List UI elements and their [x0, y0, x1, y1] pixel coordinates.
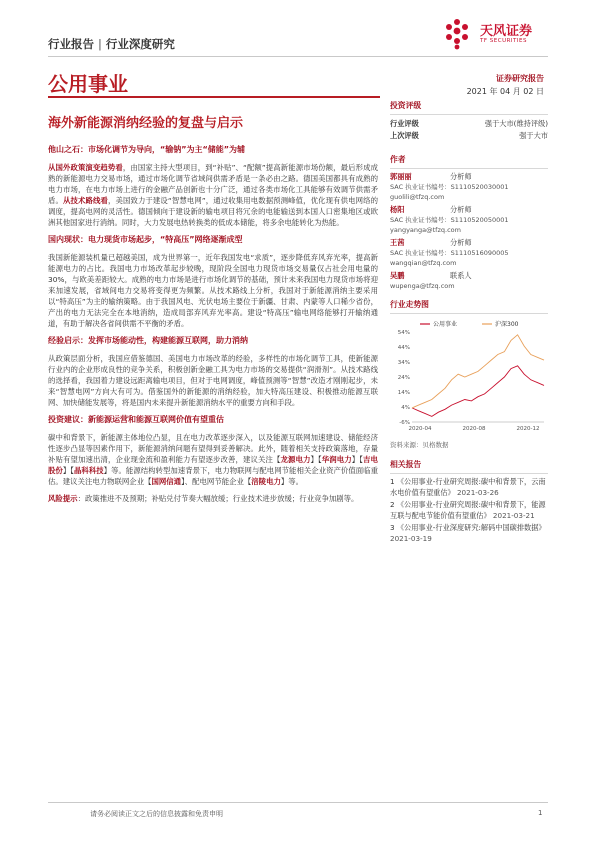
author-email[interactable]: guolili@tfzq.com [390, 193, 445, 201]
y-tick-label: 24% [397, 375, 410, 381]
y-tick-label: 4% [401, 405, 410, 411]
author-cert: SAC 执业证书编号：S1110520050001 [390, 216, 509, 224]
title-rule [48, 96, 380, 98]
paragraph-text: 】【 [310, 455, 322, 464]
company-logo [440, 16, 550, 50]
author-list [390, 172, 548, 291]
related-report[interactable] [390, 523, 548, 544]
emphasis-text: 晶科科技 [73, 466, 104, 475]
trend-chart-svg [390, 318, 548, 438]
authors-header: 作者 [390, 154, 548, 169]
related-report-title: 1 《公用事业-行业研究周报:碳中和背景下，云南水电价值有望重估》 [390, 477, 546, 497]
author-entry [390, 271, 548, 291]
page-number: 1 [538, 809, 543, 817]
paragraph-text: 】等。 [280, 477, 304, 486]
body-paragraph [48, 162, 378, 228]
body-paragraph [48, 432, 378, 487]
rating-row [390, 118, 548, 130]
author-cert: SAC 执业证书编号：S1110520030001 [390, 183, 509, 191]
author-role: 联系人 [450, 271, 472, 280]
header-divider [48, 56, 548, 57]
report-title: 海外新能源消纳经验的复盘与启示 [48, 116, 244, 131]
body-flow [48, 162, 378, 504]
sidebar [390, 100, 548, 546]
breadcrumb-category[interactable]: 行业报告 [48, 37, 94, 51]
related-report-title: 3 《公用事业-行业深度研究:解码中国碳排数据》 [390, 523, 546, 532]
paragraph-text: 】等。能源结构转型加速背景下，电力物联网与配电网节能相关企业资产价值面临重估。建议关注电力物联网企业【 [48, 466, 378, 486]
emphasis-text: 华润电力 [321, 455, 352, 464]
author-name: 王茜 [390, 238, 405, 247]
y-tick-label: 54% [397, 330, 410, 336]
emphasis-text: 风险提示 [48, 494, 78, 503]
logo-en: TF SECURITIES [480, 38, 527, 44]
rating-label: 行业评级 [390, 119, 419, 128]
paragraph-text: ，美国致力于建设“智慧电网”，通过收集用电数据预测峰值，优化现有供电网络的调度，提高电网的灵活性。德国倾向于建设新的输电项目将冗余的电能输送到本国人口密集地区或欧洲其他国家进行消纳。同时，大力发展电热转换类的低成本储能，将多余电能转化为热能。 [48, 196, 378, 227]
paragraph-text: 】、配电网节能企业【 [181, 477, 252, 486]
author-name-row [390, 238, 548, 248]
author-role: 分析师 [450, 205, 472, 214]
report-type: 证券研究报告 [496, 74, 544, 83]
emphasis-text: 从技术路线看 [63, 196, 108, 205]
rating-header: 投资评级 [390, 100, 548, 115]
author-email[interactable]: yangyanga@tfzq.com [390, 226, 461, 234]
related-report-date: 2021-03-19 [390, 533, 432, 543]
related-report[interactable] [390, 500, 548, 521]
x-tick-label: 2020-12 [516, 426, 540, 432]
paragraph-text: 我国新能源装机量已超越美国，成为世界第一，近年我国发电“求质”，逐步降低弃风弃光率，提高新能源电力的占比。我国电力市场改革起步较晚，现阶段全国电力现货市场交易量仅占社会用电量的 30%，与欧美差距较大。成熟的电力市场是进行市场化调节的基础，预计未来我国电力现货市场将迎来加速发展，省域间电力交易将变得更为频繁。从技术路线上分析，我国对于新能源消纳主要采用以“特高压”为主的输纳策略。由于我国风电、光伏电场主要位于新疆、甘肃、内蒙等人口稀少省份，产出的电力无法完全在本地消纳，造成局部弃风弃光率高。建设“特高压”输电网络能够打开输纳通道，有助于解决各省间供需不平衡的矛盾。 [48, 253, 378, 328]
paragraph-text: 】【 [62, 466, 74, 475]
footer-disclaimer[interactable]: 请务必阅读正文之后的信息披露和免责申明 [90, 810, 223, 818]
trend-header: 行业走势图 [390, 299, 548, 314]
prev-rating-value: 强于大市 [519, 131, 548, 140]
breadcrumb-subcategory[interactable]: 行业深度研究 [105, 37, 175, 51]
author-email[interactable]: wangqian@tfzq.com [390, 259, 457, 267]
emphasis-text: 吉电股份 [48, 455, 378, 475]
related-report-title: 2 《公用事业-行业研究周报:碳中和背景下，能源互联与配电节能价值有望重估》 [390, 500, 546, 520]
paragraph-text: ：政策推进不及预期；补贴兑付节奏大幅放缓；行业技术进步放缓；行业竞争加剧等。 [77, 494, 359, 503]
chart-source: 资料来源：贝格数据 [390, 441, 449, 449]
breadcrumb [48, 36, 175, 52]
author-entry [390, 238, 548, 268]
emphasis-text: 国网信通 [151, 477, 182, 486]
section-heading: 国内现状：电力现货市场起步，“特高压”网络逐渐成型 [48, 235, 243, 244]
paragraph-text: 】【 [351, 455, 364, 464]
trend-chart [390, 318, 548, 438]
logo-mark-icon [440, 16, 474, 50]
author-name: 吴鹏 [390, 271, 405, 280]
main-content [48, 144, 378, 510]
body-paragraph [48, 353, 378, 408]
y-tick-label: -6% [399, 420, 410, 426]
author-name-row [390, 205, 548, 215]
y-tick-label: 44% [397, 345, 410, 351]
x-tick-label: 2020-04 [408, 426, 432, 432]
rating-value: 强于大市(维持评级) [484, 119, 548, 128]
paragraph-text: 碳中和背景下，新能源主体地位凸显，且在电力改革逐步深入，以及能源互联网加速建设、储能经济性逐步凸显等因素作用下，新能源消纳问题有望得到妥善解决。此外，随着相关支持政策落地，存量补贴有望加速出清，企业现金流和盈利能力有望逐步改善，建议关注【 [48, 433, 378, 464]
y-tick-label: 34% [397, 360, 410, 366]
related-list [390, 477, 548, 544]
author-name-row [390, 271, 548, 281]
author-role: 分析师 [450, 172, 472, 181]
author-name: 郭丽丽 [390, 172, 412, 181]
author-entry [390, 172, 548, 202]
emphasis-text: 涪陵电力 [251, 477, 281, 486]
section-heading: 经验启示：发挥市场能动性，构建能源互联网，助力消纳 [48, 336, 248, 345]
y-tick-label: 14% [397, 390, 410, 396]
body-paragraph [48, 252, 378, 329]
related-header: 相关报告 [390, 459, 548, 474]
subtitle: 他山之石：市场化调节为导向，“输钠”为主“储能”为辅 [48, 145, 246, 154]
emphasis-text: 龙源电力 [280, 455, 311, 464]
paragraph-text: 从政策层面分析，我国应借鉴德国、美国电力市场改革的经验，多样性的市场化调节工具，使新能源行业内的企业形成良性的竞争关系，积极创新金融工具为电力市场的交易提供“润滑剂”。从技术路线的选择看，我国着力建设远距离输电项目，但对于电网调度，峰值预测等“智慧”改造才刚刚起步，未来“智慧电网”方向大有可为。借鉴国外的新能源的消纳经验，加大特高压建设、积极推动能源互联网、加快储能发展等，将是国内未来提升新能源消纳水平的重要方向和手段。 [48, 354, 378, 407]
breadcrumb-separator: | [98, 37, 102, 51]
author-cert: SAC 执业证书编号：S1110516090005 [390, 249, 509, 257]
author-name: 杨阳 [390, 205, 405, 214]
author-name-row [390, 172, 548, 182]
author-role: 分析师 [450, 238, 472, 247]
prev-rating-label: 上次评级 [390, 131, 419, 140]
paragraph-text: ，由国家主持大型项目，到“补贴”、“配额”提高新能源市场份额，最后形成成熟的新能源电力交易市场，通过市场化调节省域间供需矛盾是一条必由之路。德国美国都具有成熟的电力市场，在电力市场上进行的金融产品创新也十分广泛，通过各类市场化工具能够有效调节供需矛盾。 [48, 163, 378, 205]
related-report-date: 2021-03-21 [490, 510, 535, 520]
section-heading: 投资建议：新能源运营和能源互联网价值有望重估 [48, 415, 224, 424]
series-line-0 [412, 366, 544, 417]
related-report-date: 2021-03-26 [454, 487, 499, 497]
legend-label-1: 沪深300 [495, 321, 519, 328]
emphasis-text: 从国外政策演变趋势看 [48, 163, 123, 172]
related-report[interactable] [390, 477, 548, 498]
industry-title: 公用事业 [48, 72, 128, 96]
report-date: 2021 年 04 月 02 日 [466, 87, 544, 96]
logo-cn: 天风证券 [480, 24, 533, 39]
body-paragraph [48, 493, 378, 504]
footer-divider [48, 802, 548, 803]
prev-rating-row [390, 130, 548, 142]
author-entry [390, 205, 548, 235]
legend-label-0: 公用事业 [433, 321, 458, 328]
x-tick-label: 2020-08 [462, 426, 486, 432]
author-email[interactable]: wupenga@tfzq.com [390, 282, 455, 290]
